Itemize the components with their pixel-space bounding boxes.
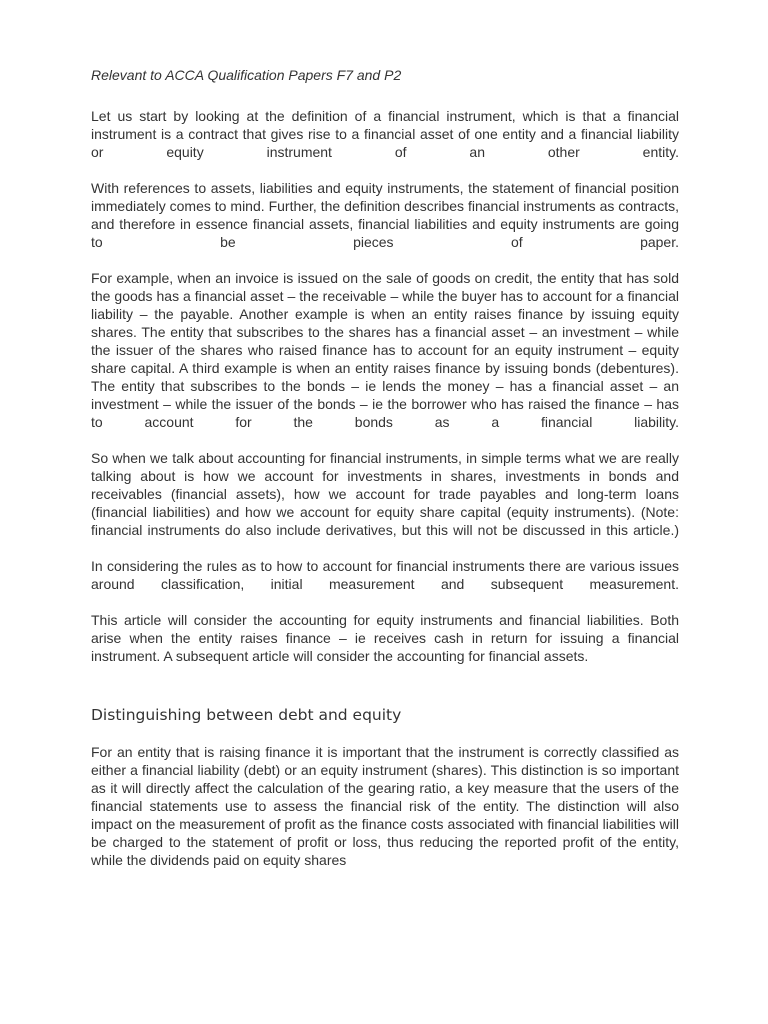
paragraph-examples: For example, when an invoice is issued on the sale of goods on credit, the entity that has sold the goods has a financial asset – the receivable – while the buyer has to account for a financial liability – the payable. Another example is when an entity raises finance by issuing equity shares. The entity that subscribes to the shares has a financial asset – an investment – while the issuer of the shares who raised finance has to account for an equity instrument – equity share capital. A third example is when an entity raises finance by issuing bonds (debentures). The entity that subscribes to the bonds – ie lends the money – has a financial asset – an investment – while the issuer of the bonds – ie the borrower who has raised the finance – has to account for the bonds as a financial liability. xyxy=(91,270,679,430)
section-heading: Distinguishing between debt and equity xyxy=(91,706,402,724)
relevance-note: Relevant to ACCA Qualification Papers F7 and P2 xyxy=(91,67,402,83)
paragraph-definition: Let us start by looking at the definition of a financial instrument, which is that a financial instrument is a contract that gives rise to a financial asset of one entity and a financial liability or equity instrument of an other entity. xyxy=(91,108,679,160)
paragraph-debt-equity: For an entity that is raising finance it is important that the instrument is correctly classified as either a financial liability (debt) or an equity instrument (shares). This distinction is so important as it will directly affect the calculation of the gearing ratio, a key measure that the users of the financial statements use to assess the financial risk of the entity. The distinction will also impact on the measurement of profit as the finance costs associated with financial liabilities will be charged to the statement of profit or loss, thus reducing the reported profit of the entity, while the dividends paid on equity shares xyxy=(91,744,679,868)
paragraph-accounting-summary: So when we talk about accounting for financial instruments, in simple terms what we are really talking about is how we account for investments in shares, investments in bonds and receivables (financial assets), how we account for trade payables and long-term loans (financial liabilities) and how we account for equity share capital (equity instruments). (Note: financial instruments do also include derivatives, but this will not be discussed in this article.) xyxy=(91,450,679,538)
paragraph-assets-liabilities: With references to assets, liabilities and equity instruments, the statement of financial position immediately comes to mind. Further, the definition describes financial instruments as contracts, and therefore in essence financial assets, financial liabilities and equity instruments are going to be pieces of paper. xyxy=(91,180,679,250)
paragraph-article-scope: This article will consider the accounting for equity instruments and financial liabilities. Both arise when the entity raises finance – ie receives cash in return for issuing a financial instrument. A subsequent article will consider the accounting for financial assets. xyxy=(91,612,679,664)
paragraph-rules: In considering the rules as to how to account for financial instruments there are various issues around classification, initial measurement and subsequent measurement. xyxy=(91,558,679,592)
